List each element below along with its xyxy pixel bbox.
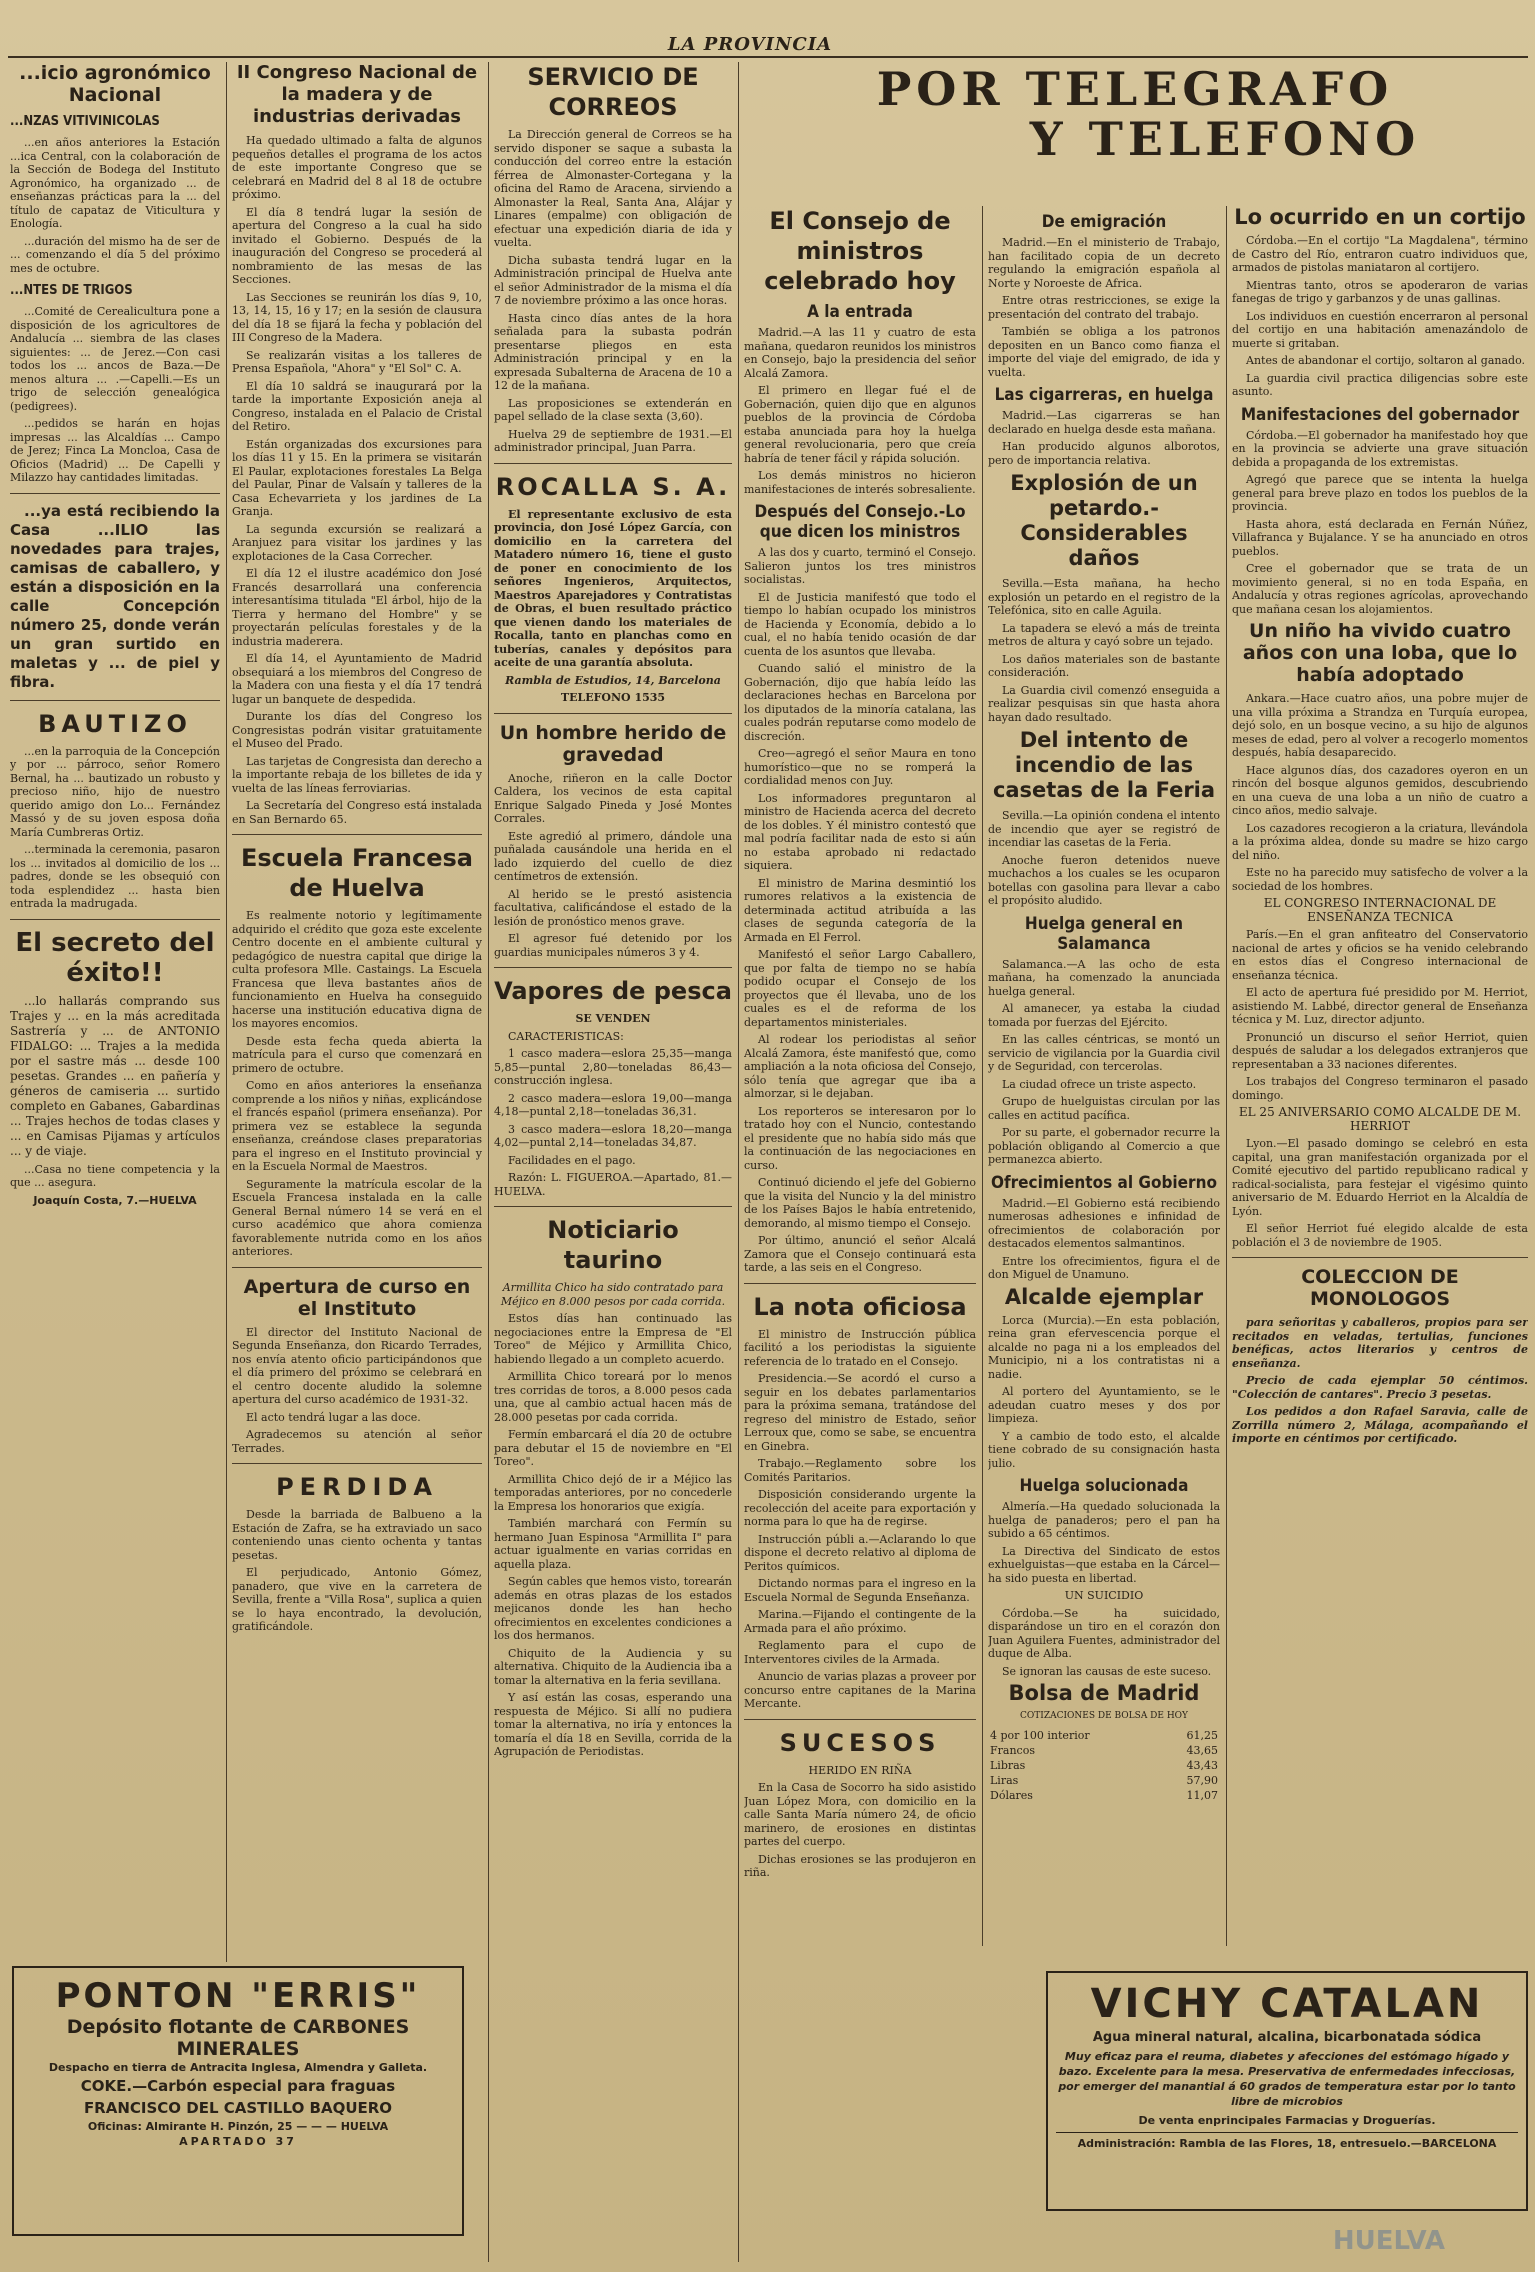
article-paragraph: Por último, anunció el señor Alcalá Zamora que el Consejo continuará esta tarde, a las seis en el Congreso. [744,1234,976,1274]
monologos-headline: COLECCION DE MONOLOGOS [1301,1266,1459,1310]
monologos-price: Precio de cada ejemplar 50 céntimos. "Colección de cantares". Precio 3 pesetas. [1232,1374,1528,1401]
column-rule [488,62,489,2262]
article-paragraph: Córdoba.—El gobernador ha manifestado hoy que en la provincia se advierte una grave situación debida a propaganda de los extremistas. [1232,428,1528,469]
article-paragraph: Dicha subasta tendrá lugar en la Administración principal de Huelva ante el señor Administrador de la misma el día 7 de noviembre próximo a las once horas. [494,253,732,307]
rocalla-address: Rambla de Estudios, 14, Barcelona [505,673,721,687]
article-paragraph: Lyon.—El pasado domingo se celebró en esta capital, una gran manifestación organizada por el Comité ejecutivo del partido republicano radical y radical-socialista, para festejar el vigésimo quinto aniversario de M. Eduardo Herriot en la Alcaldía de Lyón. [1232,1137,1528,1218]
top-rule [8,56,1528,58]
rate-name: Liras [990,1773,1019,1787]
article-paragraph: Lorca (Murcia).—En esta población, reina gran efervescencia porque el alcalde no paga ni a los empleados del Municipio, ni a los contratistas ni a nadie. [988,1313,1220,1381]
herriot-headline: EL 25 ANIVERSARIO COMO ALCALDE DE M. HERRIOT [1238,1105,1522,1133]
feria-headline: Del intento de incendio de las casetas de la Feria [992,728,1216,802]
rate-name: 4 por 100 interior [990,1728,1090,1742]
article-paragraph: Los demás ministros no hicieron manifestaciones de interés sobresaliente. [744,469,976,496]
divider [494,967,732,968]
divider [232,834,482,835]
rate-name: Dólares [990,1788,1033,1802]
vapores-headline: Vapores de pesca [494,977,732,1005]
article-paragraph: El perjudicado, Antonio Gómez, panadero, que vive en la carretera de Sevilla, frente a "Villa Rosa", suplica a quien se lo haya encontrado, la devolución, gratificándole. [232,1566,482,1633]
article-paragraph: También marchará con Fermín su hermano Juan Espinosa "Armillita I" para actuar igualmente en varias corridas en aquella plaza. [494,1517,732,1571]
article-paragraph: La tapadera se elevó a más de treinta metros de altura y cayó sobre un tejado. [988,621,1220,648]
article-paragraph: Presidencia.—Se acordó el curso a seguir en los debates parlamentarios para la próxima semana, tratándose del regreso del ministro de Estado, señor Lerroux que, como se sabe, se encuentra en Ginebra. [744,1372,976,1453]
article-paragraph: Ankara.—Hace cuatro años, una pobre mujer de una villa próxima a Strandza en Turquía europea, dejó solo, en un bosque vecino, a su hijo de algunos meses de edad, pero al volver a recogerlo momentos después, había desaparecido. [1232,692,1528,759]
article-paragraph: También se obliga a los patronos depositen en un Banco como fianza el importe del viaje del emigrado, de ida y vuelta. [988,325,1220,379]
article-paragraph: ...pedidos se harán en hojas impresas ... las Alcaldías ... Campo de Jerez; Finca La Moncloa, Casa de Oficios (Madrid) ... De Capelli y Milazzo hay cantidades limitadas. [10,417,220,484]
vichy-line: De venta enprincipales Farmacias y Droguerías. [1138,2114,1436,2127]
article-paragraph: Desde esta fecha queda abierta la matrícula para el curso que comenzará en primero de octubre. [232,1034,482,1075]
article-paragraph: Fermín embarcará el día 20 de octubre para debutar el 15 de noviembre en "El Toreo". [494,1428,732,1468]
article-paragraph: Se ignoran las causas de este suceso. [1002,1664,1212,1678]
bolsa-table [988,1728,1220,1803]
article-paragraph: Dichas erosiones se las produjeron en riña. [744,1852,976,1879]
monologos-orders: Los pedidos a don Rafael Saravia, calle de Zorrilla número 2, Málaga, acompañando el importe en céntimos por certificado. [1232,1405,1528,1445]
article-paragraph: El director del Instituto Nacional de Segunda Enseñanza, don Ricardo Terrades, nos envía atento oficio participándonos que el día primero del próximo se celebrará en el centro docente aludido la solemne apertura del curso académico de 1931-32. [232,1325,482,1406]
article-paragraph: Y así están las cosas, esperando una respuesta de Méjico. Si allí no pudiera tomar la alternativa, no iría y entonces la tomaría el día 18 en Sevilla, corrida de la Agrupación de Periodistas. [494,1691,732,1758]
congress-headline: II Congreso Nacional de la madera y de industrias derivadas [236,62,478,127]
article-paragraph: ...en la parroquia de la Concepción y por ... párroco, señor Romero Bernal, ha ... bautizado un robusto y precioso niño, hijo de nuestro querido amigo don Lo... Fernández Massó y de su joven esposa doña María Cumbreras Ortiz. [10,744,220,839]
sucesos-subhead: HERIDO EN RIÑA [808,1763,912,1777]
column-6 [1232,206,1528,1946]
article-paragraph: Anoche, riñeron en la calle Doctor Caldera, los vecinos de esta capital Enrique Salgado Pineda y José Montes Corrales. [494,771,732,825]
column-4 [744,206,976,2256]
ponton-line: COKE.—Carbón especial para fraguas [80,2077,396,2095]
vapores-line: 1 casco madera—eslora 25,35—manga 5,85—puntal 2,80—toneladas 86,43—construcción inglesa. [494,1047,732,1087]
divider [744,1719,976,1720]
article-paragraph: Estos días han continuado las negociaciones entre la Empresa de "El Toreo" de Méjico y Armillita Chico, habiendo llegado a un completo acuerdo. [494,1312,732,1366]
article-paragraph: Armillita Chico toreará por lo menos tres corridas de toros, a 8.000 pesos cada una, que al cambio actual hacen más de 28.000 pesetas por cada corrida. [494,1370,732,1424]
article-paragraph: Madrid.—El Gobierno está recibiendo numerosas adhesiones e infinidad de ofrecimientos de colaboración por destacados elementos salmantinos. [988,1196,1220,1250]
table-row [988,1788,1220,1803]
column-5 [988,206,1220,1946]
article-paragraph: Es realmente notorio y legítimamente adquirido el crédito que goza este excelente Centro docente en el ambiente cultural y pedagógico de nuestra capital que dirige la culta profesora Mlle. Castaings. La Escuela Francesa que lleva bastantes años de funcionamiento en Huelva ha conseguido hacerse una institución educativa digna de los mayores encomios. [232,909,482,1030]
article-paragraph: Manifestó el señor Largo Caballero, que por falta de tiempo no se había podido ocupar el Consejo de los proyectos que él llevaba, uno de los cuales es el de reforma de los departamentos ministeriales. [744,948,976,1029]
entrada-subhead: A la entrada [807,302,913,322]
institute-headline: Apertura de curso en el Instituto [243,1275,471,1320]
article-paragraph: Dictando normas para el ingreso en la Escuela Normal de Segunda Enseñanza. [744,1577,976,1604]
vapores-line: 2 casco madera—eslora 19,00—manga 4,18—puntal 2,18—toneladas 36,31. [494,1091,732,1118]
article-paragraph: Madrid.—En el ministerio de Trabajo, han facilitado copia de un decreto regulando la emigración española al Norte y Noroeste de Africa. [988,236,1220,290]
article-paragraph: ...Comité de Cerealicultura pone a disposición de los agricultores de Andalucía ... siembra de las clases siguientes: ... de Jerez.—Con casi todos los ... ancos de Baza.—De menos altura ... .—Capelli.—Es un trigo de selección genealógica (pedigrees). [10,305,220,413]
article-paragraph: Los daños materiales son de bastante consideración. [988,652,1220,679]
nota-headline: La nota oficiosa [753,1292,967,1321]
column-3 [494,62,732,2262]
vichy-line: Administración: Rambla de las Flores, 18, entresuelo.—BARCELONA [1056,2132,1518,2151]
article-paragraph: La Dirección general de Correos se ha servido disponer se saque a subasta la conducción del correo entre la estación férrea de Almonaster-Cortegana y la oficina del Ramo de Aracena, sirviendo a Almonaster la Real, Santa Ana, Alájar y Linares (empalme) con obligación de efectuar una expedición diaria de ida y vuelta. [494,128,732,249]
column-2 [232,62,482,1942]
ponton-line: APARTADO 37 [179,2135,297,2148]
baptism-headline: BAUTIZO [38,709,192,738]
vapores-line: Facilidades en el pago. [508,1153,636,1167]
article-paragraph: Sevilla.—Esta mañana, ha hecho explosión un petardo en el registro de la Telefónica, sito en calle Aguila. [988,577,1220,617]
article-paragraph: Al herido se le prestó asistencia facultativa, calificándose el estado de la lesión de pronóstico menos grave. [494,887,732,928]
article-paragraph: Chiquito de la Audiencia y su alternativa. Chiquito de la Audiencia iba a tomar la alternativa en la feria sevillana. [494,1646,732,1687]
petardo-headline: Explosión de un petardo.- Considerables daños [1010,471,1198,570]
rate-value: 61,25 [1186,1728,1218,1742]
ofrecimientos-headline: Ofrecimientos al Gobierno [990,1172,1217,1193]
article-paragraph: Reglamento para el cupo de Interventores civiles de la Armada. [744,1639,976,1666]
article-paragraph: Al amanecer, ya estaba la ciudad tomada por fuerzas del Ejército. [988,1002,1220,1029]
article-paragraph: La ciudad ofrece un triste aspecto. [1002,1077,1197,1091]
vapores-subhead: SE VENDEN [575,1012,651,1025]
article-paragraph: Al portero del Ayuntamiento, se le adeudan cuatro meses y dos por limpieza. [988,1385,1220,1425]
monologos-body: para señoritas y caballeros, propios para ser recitados en veladas, tertulias, funciones benéficas, actos literarios y centros de enseñanza. [1232,1316,1528,1370]
column-1 [10,62,220,1942]
table-row [988,1728,1220,1743]
article-paragraph: Ha quedado ultimado a falta de algunos pequeños detalles el programa de los actos de este importante Congreso que se celebrará en Madrid del 8 al 18 de octubre próximo. [232,134,482,201]
article-paragraph: El día 8 tendrá lugar la sesión de apertura del Congreso a la cual ha sido invitado el Gobierno. Después de la inauguración del Congreso se procederá al nombramiento de las mesas de las Secciones. [232,205,482,286]
article-paragraph: ...duración del mismo ha de ser de ... comenzando el día 5 del próximo mes de octubre. [10,234,220,275]
rate-value: 43,65 [1186,1743,1218,1757]
article-paragraph: Sevilla.—La opinión condena el intento de incendio que ayer se registró de incendiar las casetas de la Feria. [988,809,1220,849]
article-paragraph: Los individuos en cuestión encerraron al personal del cortijo en una habitación amenazándolo de muerte si gritaban. [1232,309,1528,350]
article-paragraph: Por su parte, el gobernador recurre la población obligando al Comercio a que permanezca abierto. [988,1126,1220,1166]
article-paragraph: Agradecemos su atención al señor Terrades. [232,1428,482,1455]
article-paragraph: Hace algunos días, dos cazadores oyeron en un rincón del bosque algunos gemidos, descubriendo en una cueva de una loba a un niño de cuatro a cinco años, medio salvaje. [1232,763,1528,817]
rocalla-body: El representante exclusivo de esta provincia, don José López García, con domicilio en la carretera del Matadero número 16, tiene el gusto de poner en conocimiento de los señores Ingenieros, Arquitectos, Maestros Aparejadores y Contratistas de Obras, el buen resultado práctico que vienen dando los materiales de Rocalla, tanto en planchas como en tuberías, canales y depósitos para aceite de una garantía absoluta. [494,507,732,669]
suicidio-headline: UN SUICIDIO [1064,1589,1144,1602]
masthead: LA PROVINCIA [667,34,833,55]
vichy-ad [1046,1971,1528,2211]
article-paragraph: Durante los días del Congreso los Congresistas podrán visitar gratuitamente el Museo del Prado. [232,710,482,750]
article-paragraph: Este agredió al primero, dándole una puñalada causándole una herida en el lado izquierdo del cuello de diez centímetros de extensión. [494,829,732,883]
rate-value: 57,90 [1186,1773,1218,1787]
ponton-line: Oficinas: Almirante H. Pinzón, 25 — — — HUELVA [87,2120,389,2133]
article-paragraph: A las dos y cuarto, terminó el Consejo. Salieron juntos los tres ministros socialistas. [744,546,976,586]
article-paragraph: Los cazadores recogieron a la criatura, llevándola a la próxima aldea, donde su madre se hizo cargo del niño. [1232,821,1528,862]
tailor-address: Joaquín Costa, 7.—HUELVA [33,1193,197,1207]
column-rule [738,62,739,2262]
rate-value: 11,07 [1186,1788,1218,1802]
vichy-line: Muy eficaz para el reuma, diabetes y afecciones del estómago hígado y bazo. Excelente para la mesa. Preservativa de enfermedades infecciosas, por emerger del manantial á 60 grados de temperatura estar por lo tanto libre de microbios [1058,2050,1516,2108]
article-paragraph: ...lo hallarás comprando sus Trajes y ... en la más acreditada Sastrería y ... de ANTONIO FIDALGO: ... Trajes a la medida por el sastre más ... desde 100 pesetas. Grandes ... en pañería y géneros de camiseria ... surtido completo en Gabanes, Gabardinas ... Trajes hechos de todas clases y ... en Camisas Pijamas y artículos ... y de viaje. [10,993,220,1158]
telegrafo-banner [742,64,1528,194]
article-paragraph: Creo—agregó el señor Maura en tono humorístico—que no se romperá la cordialidad menos con Juy. [744,747,976,787]
vapores-line: CARACTERISTICAS: [508,1029,624,1043]
divider [232,1267,482,1268]
article-paragraph: Los trabajos del Congreso terminaron el pasado domingo. [1232,1075,1528,1102]
article-paragraph: Según cables que hemos visto, torearán además en otras plazas de los estados mejicanos donde les han hecho ofrecimientos en excelentes condiciones a los dos hermanos. [494,1575,732,1642]
secret-headline: El secreto del éxito!! [15,927,215,988]
article-paragraph: Córdoba.—Se ha suicidado, disparándose un tiro en el corazón don Juan Aguilera Fuentes, administrador del duque de Alba. [988,1606,1220,1660]
table-row [988,1758,1220,1773]
article-paragraph: ...en años anteriores la Estación ...ica Central, con la colaboración de la Sección de Bodega del Instituto Agronómico, ha organizado ... de enseñanzas prácticas para la ... del título de capataz de Viticultura y Enología. [10,136,220,230]
article-paragraph: Desde la barriada de Balbueno a la Estación de Zafra, se ha extraviado un saco conteniendo unas ciento ochenta y tantas pesetas. [232,1508,482,1562]
correos-headline: SERVICIO DE CORREOS [527,63,699,121]
article-paragraph: En las calles céntricas, se montó un servicio de vigilancia por la Guardia civil y de Seguridad, con tercerolas. [988,1033,1220,1073]
article-paragraph: Las Secciones se reunirán los días 9, 10, 13, 14, 15, 16 y 17; en la sesión de clausura del día 18 se fijará la fecha y población del III Congreso de la Madera. [232,290,482,344]
divider [494,713,732,714]
article-paragraph: El ministro de Marina desmintió los rumores relativos a la existencia de determinada actitud atribuída a las clases de segunda categoría de la Armada en El Ferrol. [744,876,976,944]
cortijo-headline: Lo ocurrido en un cortijo [1234,206,1526,229]
bolsa-subhead: COTIZACIONES DE BOLSA DE HOY [1020,1711,1188,1721]
article-paragraph: Han producido algunos alborotos, pero de importancia relativa. [988,440,1220,467]
huelva-watermark: HUELVA [1332,2226,1445,2256]
divider [10,493,220,494]
divider [10,919,220,920]
divider [494,463,732,464]
article-paragraph: Pronunció un discurso el señor Herriot, quien después de saludar a los delegados extranjeros que representaban a 33 naciones diferentes. [1232,1030,1528,1071]
article-paragraph: Al rodear los periodistas al señor Alcalá Zamora, éste manifestó que, como ampliación a la nota oficiosa del Consejo, sólo tenía que agregar que iba a almorzar, si le dejaban. [744,1033,976,1100]
table-row [988,1773,1220,1788]
article-paragraph: Hasta cinco días antes de la hora señalada para la subasta podrán presentarse pliegos en esta Administración principal y en la expresada Subalterna de Aracena de 10 a 12 de la mañana. [494,311,732,392]
article-paragraph: Las proposiciones se extenderán en papel sellado de la clase sexta (3,60). [494,396,732,423]
article-paragraph: El acto de apertura fué presidido por M. Herriot, asistiendo M. Labbé, director general de Enseñanza técnica y M. Luz, director adjunto. [1232,986,1528,1026]
article-paragraph: Instrucción públi a.—Aclarando lo que dispone el decreto relativo al diploma de Peritos químicos. [744,1532,976,1573]
article-paragraph: Los informadores preguntaron al ministro de Hacienda acerca del decreto de los dobles. Y él ministro contestó que mal podría facilitar nada de esto si aún no estaba aprobado ni redactado siquiera. [744,791,976,872]
article-paragraph: Entre otras restricciones, se exige la presentación del contrato del trabajo. [988,294,1220,321]
divider [744,1283,976,1284]
article-paragraph: Están organizadas dos excursiones para los días 11 y 15. En la primera se visitarán El Paular, explotaciones forestales La Belga del Paular, Pinar de Valsaín y talleres de la Casa Echevarrieta y los jardines de La Granja. [232,437,482,518]
cigarreras-headline: Las cigarreras, en huelga [994,385,1214,405]
ponton-line: Despacho en tierra de Antracita Inglesa, Almendra y Galleta. [48,2061,428,2074]
bolsa-headline: Bolsa de Madrid [1008,1681,1200,1705]
article-paragraph: Armillita Chico dejó de ir a Méjico las temporadas anteriores, por no concederle la Empresa los honorarios que exigía. [494,1472,732,1513]
tecnica-headline: EL CONGRESO INTERNACIONAL DE ENSEÑANZA TECNICA [1263,896,1497,924]
article-paragraph: Salamanca.—A las ocho de esta mañana, ha comenzado la anunciada huelga general. [988,957,1220,998]
ponton-line: Depósito flotante de CARBONES MINERALES [66,2016,410,2060]
article-paragraph: Madrid.—Las cigarreras se han declarado en huelga desde esta mañana. [988,409,1220,436]
sucesos-headline: SUCESOS [779,1728,941,1757]
vapores-line: Razón: L. FIGUEROA.—Apartado, 81.—HUELVA. [494,1171,732,1198]
article-paragraph: Antes de abandonar el cortijo, soltaron al ganado. [1246,354,1525,367]
article-paragraph: Anoche fueron detenidos nueve muchachos a los cuales se les ocuparon botellas con gasolina para llevar a cabo el propósito aludido. [988,853,1220,907]
solucionada-headline: Huelga solucionada [1019,1476,1189,1496]
divider [232,1463,482,1464]
ponton-ad [12,1966,464,2236]
ponton-title: PONTON "ERRIS" [55,1976,421,2016]
trigos-subhead: ...NTES DE TRIGOS [10,283,133,298]
salamanca-headline: Huelga general en Salamanca [1024,913,1184,954]
alcalde-headline: Alcalde ejemplar [1004,1284,1204,1309]
lost-headline: PERDIDA [276,1473,438,1501]
article-paragraph: Las tarjetas de Congresista dan derecho a la importante rebaja de los billetes de ida y vuelta de las líneas ferroviarias. [232,754,482,795]
article-paragraph: Almería.—Ha quedado solucionada la huelga de panaderos; pero el pan ha subido a 65 céntimos. [988,1500,1220,1540]
wounded-headline: Un hombre herido de gravedad [499,721,727,766]
article-paragraph: Trabajo.—Reglamento sobre los Comités Paritarios. [744,1457,976,1484]
article-paragraph: El día 12 el ilustre académico don José Francés desarrollará una conferencia interesantísima titulada "El árbol, hijo de la Tierra y hermano del Hombre" y se proyectarán películas forestales y de la industria maderera. [232,567,482,648]
article-paragraph: Agregó que parece que se intenta la huelga general para breve plazo en todos los pueblos de la provincia. [1232,473,1528,513]
article-paragraph: El acto tendrá lugar a las doce. [246,1410,421,1424]
vichy-title: VICHY CATALAN [1090,1981,1484,2027]
article-paragraph: Y a cambio de todo esto, el alcalde tiene cobrado de su consignación hasta julio. [988,1429,1220,1470]
column-rule [1226,206,1227,1946]
article-paragraph: Disposición considerando urgente la recolección del aceite para exportación y norma para lo que ha de regirse. [744,1488,976,1528]
article-paragraph: Anuncio de varias plazas a proveer por concurso entre capitanes de la Marina Mercante. [744,1670,976,1710]
column-rule [226,62,227,1962]
rate-value: 43,43 [1186,1758,1218,1772]
consejo-headline: El Consejo de ministros celebrado hoy [764,207,956,295]
agronomic-headline: ...icio agronómico Nacional [19,62,211,106]
tailor-ad-text: ...ya está recibiendo la Casa ...ILIO las novedades para trajes, camisas de caballero, y están a disposición en la calle Concepción número 25, donde verán un gran surtido en maletas y ... de piel y fibra. [10,501,220,691]
article-paragraph: Como en años anteriores la enseñanza comprende a los niños y niñas, explicándose el francés español (primera enseñanza). Por primera vez se establece la segunda enseñanza, creándose clases preparatorias para el ingreso en el Instituto provincial y en la Escuela Normal de Maestros. [232,1079,482,1173]
article-paragraph: Madrid.—A las 11 y cuatro de esta mañana, quedaron reunidos los ministros en Consejo, bajo la presidencia del señor Alcalá Zamora. [744,326,976,380]
vapores-line: 3 casco madera—eslora 18,20—manga 4,02—puntal 2,14—toneladas 34,87. [494,1122,732,1149]
banner-line-2: Y TELEFONO [1029,112,1421,166]
article-paragraph: Continuó diciendo el jefe del Gobierno que la visita del Nuncio y la del ministro de los Países Bajos le había entretenido, demorando, al mismo tiempo el Consejo. [744,1176,976,1230]
article-paragraph: Los reporteros se interesaron por lo tratado hoy con el Nuncio, contestando el presidente que no había sido más que la continuación de las negociaciones en curso. [744,1104,976,1172]
gobernador-headline: Manifestaciones del gobernador [1240,404,1520,425]
article-paragraph: Marina.—Fijando el contingente de la Armada para el año próximo. [744,1608,976,1635]
article-paragraph: Grupo de huelguistas circulan por las calles en actitud pacífica. [988,1095,1220,1122]
column-rule [982,206,983,1946]
divider [494,1206,732,1207]
article-paragraph: La guardia civil practica diligencias sobre este asunto. [1232,371,1528,398]
article-paragraph: La segunda excursión se realizará a Aranjuez para visitar los jardines y las explotaciones de la Casa Correcher. [232,522,482,563]
taurino-subhead: Armillita Chico ha sido contratado para Méjico en 8.000 pesos por cada corrida. [500,1281,726,1308]
article-paragraph: El primero en llegar fué el de Gobernación, quien dijo que en algunos pueblos de la provincia de Córdoba estaba anunciada para hoy la huelga general revolucionaria, pero que creía habría de tener fácil y rápida solución. [744,384,976,465]
article-paragraph: La Secretaría del Congreso está instalada en San Bernardo 65. [232,799,482,826]
article-paragraph: Se realizarán visitas a los talleres de Prensa Española, "Ahora" y "El Sol" C. A. [232,348,482,375]
article-paragraph: El señor Herriot fué elegido alcalde de esta población el 3 de noviembre de 1905. [1232,1222,1528,1249]
ponton-line: FRANCISCO DEL CASTILLO BAQUERO [83,2099,393,2117]
article-paragraph: Entre los ofrecimientos, figura el de don Miguel de Unamuno. [988,1254,1220,1281]
emigracion-headline: De emigración [1041,212,1167,232]
article-paragraph: Este no ha parecido muy satisfecho de volver a la sociedad de los hombres. [1232,866,1528,893]
table-row [988,1743,1220,1758]
article-paragraph: Hasta ahora, está declarada en Fernán Núñez, Villafranca y Bujalance. Y se ha anunciado en otros pueblos. [1232,517,1528,558]
banner-line-1: POR TELEGRAFO [876,64,1394,116]
loba-headline: Un niño ha vivido cuatro años con una loba, que lo había adoptado [1242,620,1518,686]
divider [1232,1257,1528,1258]
article-paragraph: En la Casa de Socorro ha sido asistido Juan López Mora, con domicilio en la calle Santa María número 24, de oficio marinero, de erosiones en distintas partes del cuerpo. [744,1781,976,1848]
taurino-headline: Noticiario taurino [547,1216,679,1274]
vichy-line: Agua mineral natural, alcalina, bicarbonatada sódica [1092,2030,1482,2045]
vitivinicolas-subhead: ...NZAS VITIVINICOLAS [10,114,160,129]
article-paragraph: ...terminada la ceremonia, pasaron los ... invitados al domicilio de los ... padres, donde se les obsequió con toda esplendidez ... hasta bien entrada la madrugada. [10,843,220,910]
article-paragraph: El agresor fué detenido por los guardias municipales números 3 y 4. [494,932,732,959]
article-paragraph: El de Justicia manifestó que todo el tiempo lo habían ocupado los ministros de Hacienda y Economía, debido a lo cual, el no había tenido ocasión de dar cuenta de los asuntos que llevaba. [744,590,976,658]
article-paragraph: Cree el gobernador que se trata de un movimiento general, si no en toda España, en Andalucía y otras regiones agrícolas, aprovechando que mañana cesan los alojamientos. [1232,562,1528,616]
article-paragraph: Seguramente la matrícula escolar de la Escuela Francesa instalada en la calle General Bernal número 14 se verá en el curso académico que ahora comienza favorablemente nutrida como en los años anteriores. [232,1177,482,1258]
rocalla-phone: TELEFONO 1535 [560,691,666,704]
article-paragraph: Huelva 29 de septiembre de 1931.—El administrador principal, Juan Parra. [494,427,732,454]
school-headline: Escuela Francesa de Huelva [240,844,473,902]
article-paragraph: Mientras tanto, otros se apoderaron de varias fanegas de trigo y garbanzos y de unas gallinas. [1232,278,1528,305]
article-paragraph: Córdoba.—En el cortijo "La Magdalena", término de Castro del Río, entraron cuatro individuos que, armados de pistolas maniataron al cortijero. [1232,234,1528,274]
rate-name: Libras [990,1758,1026,1772]
article-paragraph: El ministro de Instrucción pública facilitó a los periodistas la siguiente referencia de lo tratado en el Consejo. [744,1327,976,1368]
rate-name: Francos [990,1743,1035,1757]
despues-subhead: Después del Consejo.-Lo que dicen los ministros [754,502,966,542]
article-paragraph: París.—En el gran anfiteatro del Conservatorio nacional de artes y oficios se ha venido celebrando en estos días el Congreso internacional de enseñanza técnica. [1232,928,1528,982]
article-paragraph: El día 14, el Ayuntamiento de Madrid obsequiará a los miembros del Congreso de la Madera con una fiesta y el día 17 tendrá lugar un banquete de despedida. [232,652,482,706]
article-paragraph: Cuando salió el ministro de la Gobernación, dijo que había leído las declaraciones hechas en Barcelona por los diputados de la minoría catalana, las cuales podrán reputarse como modelo de discreción. [744,662,976,743]
article-paragraph: La Directiva del Sindicato de estos exhuelguistas—que estaba en la Cárcel—ha sido puesta en libertad. [988,1544,1220,1585]
article-paragraph: El día 10 saldrá se inaugurará por la tarde la importante Exposición aneja al Congreso, instalada en el Palacio de Cristal del Retiro. [232,379,482,433]
article-paragraph: La Guardia civil comenzó enseguida a realizar pesquisas sin que hasta ahora hayan dado resultado. [988,683,1220,724]
article-paragraph: ...Casa no tiene competencia y la que ... asegura. [10,1162,220,1189]
rocalla-headline: ROCALLA S. A. [495,472,731,501]
divider [10,700,220,701]
